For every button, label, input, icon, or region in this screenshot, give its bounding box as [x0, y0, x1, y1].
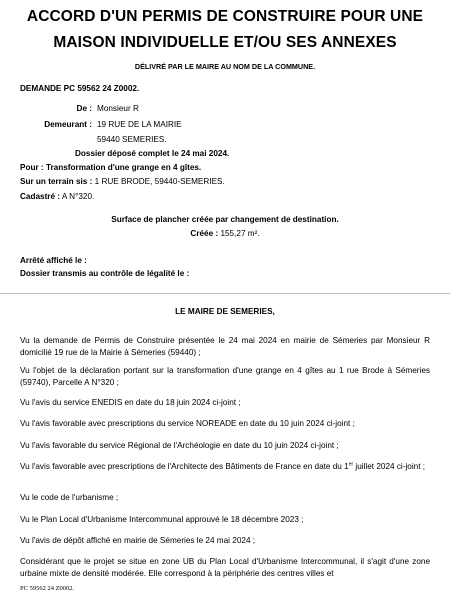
dossier-transmis: Dossier transmis au contrôle de légalité le : — [20, 269, 190, 278]
maire-heading: LE MAIRE DE SEMERIES, — [175, 307, 275, 316]
demeurant-label: Demeurant : — [44, 120, 92, 129]
document-title-line1: ACCORD D'UN PERMIS DE CONSTRUIRE POUR UNE — [26, 8, 424, 25]
de-label: De : — [76, 104, 92, 113]
paragraph-code-urbanisme: Vu le code de l'urbanisme ; — [20, 493, 119, 502]
paragraph-archeologie: Vu l'avis favorable du service Régional de l'Archéologie en date du 10 juin 2024 ci-joint ; — [20, 441, 339, 450]
surface-creee — [0, 229, 450, 238]
dossier-depose: Dossier déposé complet le 24 mai 2024. — [75, 149, 230, 158]
address-line1: 19 RUE DE LA MAIRIE — [97, 120, 182, 129]
pour-label: Pour : — [20, 163, 44, 172]
arrete-affiche: Arrêté affiché le : — [20, 256, 87, 265]
creee-value: 155,27 m². — [220, 229, 260, 238]
paragraph-considerant: Considérant que le projet se situe en zone UB du Plan Local d'Urbanisme Intercommunal, il s'agit d'une zone urbaine mixte de densité modérée. Elle correspond à la périphérie des centres villes et — [20, 557, 430, 578]
surface-heading: Surface de plancher créée par changement de destination. — [111, 215, 339, 224]
section-divider — [0, 293, 450, 294]
cadastre-label: Cadastré : — [20, 192, 61, 201]
paragraph-abf: Vu l'avis favorable avec prescriptions de l'Architecte des Bâtiments de France en date du 1er juillet 2024 ci-joint ; — [20, 461, 426, 471]
address-line2: 59440 SEMERIES. — [97, 135, 167, 144]
footer-reference: PC 59562 24 Z0002. — [20, 585, 75, 592]
terrain-value: 1 RUE BRODE, 59440-SEMERIES. — [94, 177, 225, 186]
creee-label: Créée : — [190, 229, 219, 238]
de-value: Monsieur R — [97, 104, 139, 113]
paragraph-plui: Vu le Plan Local d'Urbanisme Intercommunal approuvé le 18 décembre 2023 ; — [20, 515, 304, 524]
demande-number: DEMANDE PC 59562 24 Z0002. — [20, 84, 140, 93]
document-title-line2: MAISON INDIVIDUELLE ET/OU SES ANNEXES — [53, 34, 397, 51]
paragraph-avis-depot: Vu l'avis de dépôt affiché en mairie de Sémeries le 24 mai 2024 ; — [20, 536, 256, 545]
pour-line — [20, 163, 201, 173]
terrain-line — [20, 177, 225, 187]
cadastre-line — [20, 192, 94, 202]
pour-value: Transformation d'une grange en 4 gîtes. — [45, 163, 202, 172]
paragraph-demande: Vu la demande de Permis de Construire présentée le 24 mai 2024 en mairie de Sémeries par Monsieur R domicilié 19 rue de la Mairie à Sémeries (59440) ; — [20, 336, 430, 357]
terrain-label: Sur un terrain sis : — [20, 177, 93, 186]
document-subtitle: DÉLIVRÉ PAR LE MAIRE AU NOM DE LA COMMUNE. — [134, 62, 316, 71]
cadastre-value: A N°320. — [61, 192, 95, 201]
paragraph-noreade: Vu l'avis favorable avec prescriptions du service NOREADE en date du 10 juin 2024 ci-joint ; — [20, 419, 355, 428]
paragraph-objet: Vu l'objet de la déclaration portant sur la transformation d'une grange en 4 gîtes au 1 rue Brode à Sémeries (59740), Parcelle A N°320 ; — [20, 366, 430, 387]
paragraph-enedis: Vu l'avis du service ENEDIS en date du 18 juin 2024 ci-joint ; — [20, 398, 241, 407]
